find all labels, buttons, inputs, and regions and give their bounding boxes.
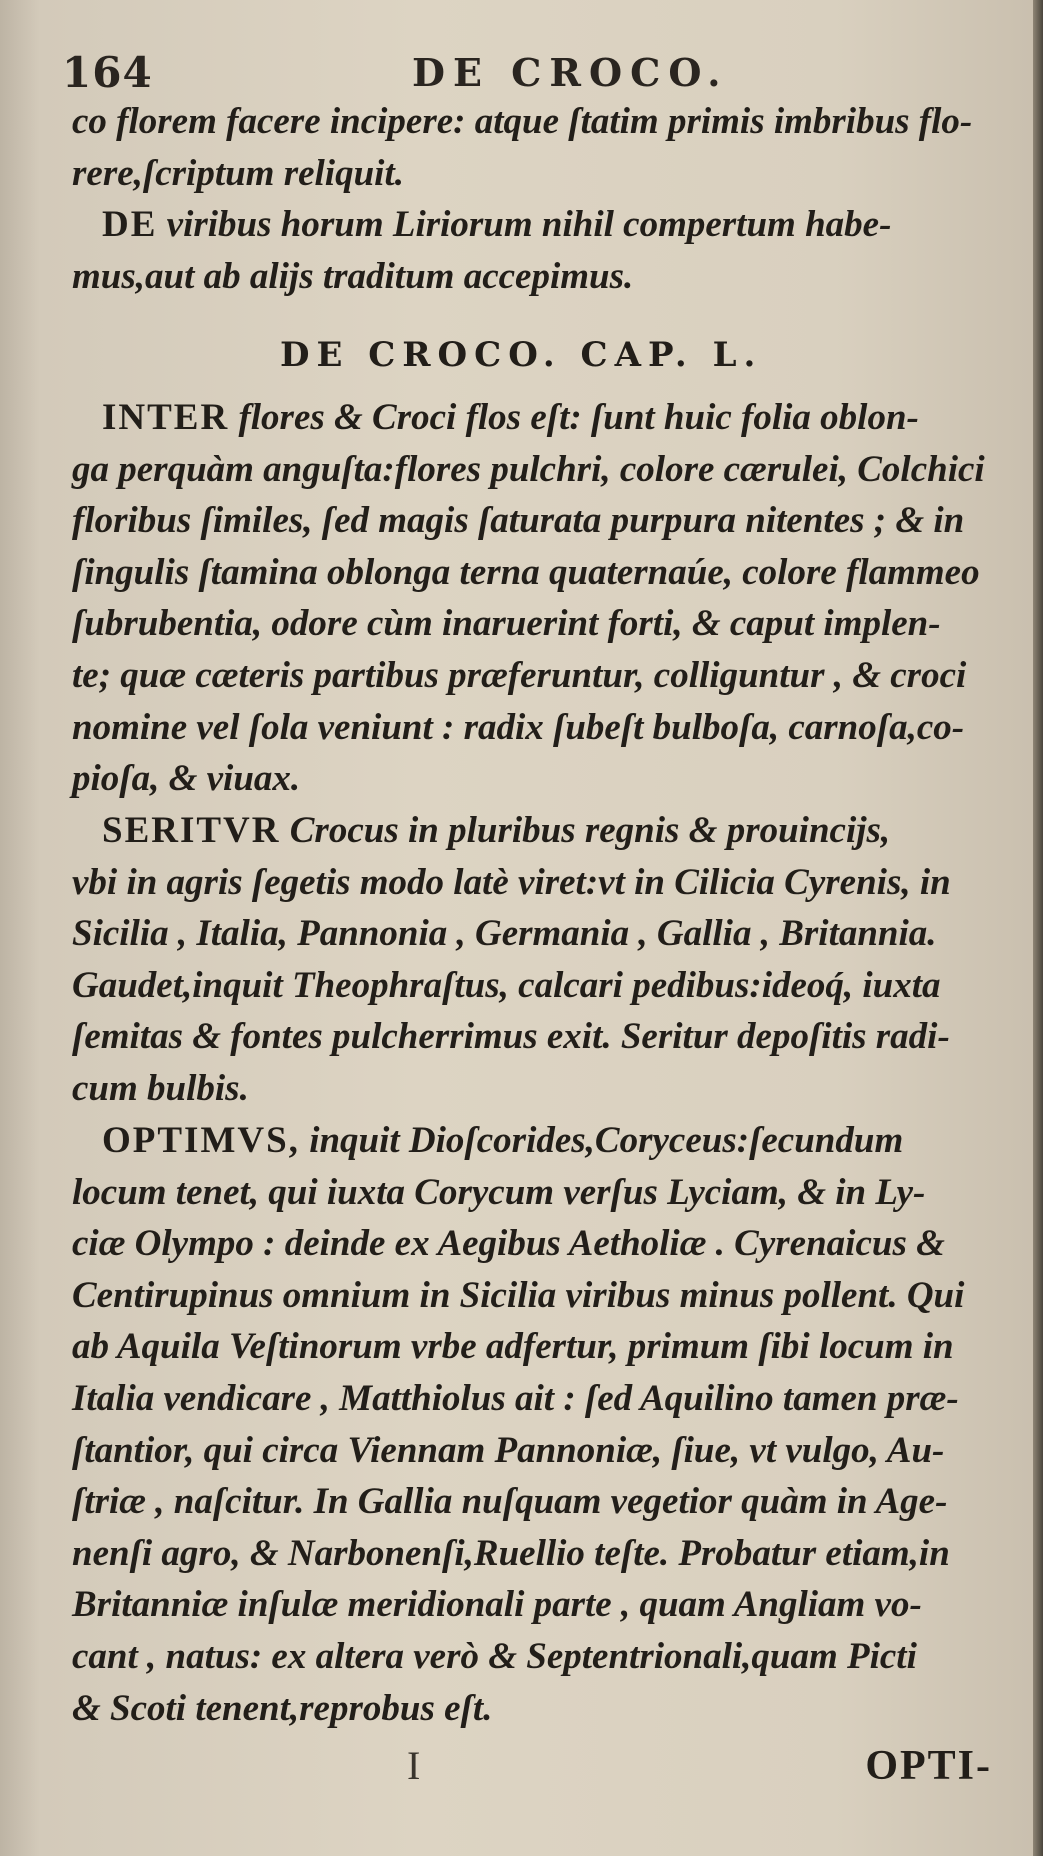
lead-word: OPTIMVS, bbox=[102, 1120, 300, 1161]
text-line: te; quæ cæteris partibus præferuntur, colliguntur , & croci bbox=[72, 654, 967, 696]
lead-word: INTER bbox=[102, 397, 230, 438]
text-line: ab Aquila Veſtinorum vrbe adfertur, primum ſibi locum in bbox=[72, 1326, 954, 1368]
text-line: rere,ſcriptum reliquit. bbox=[72, 152, 404, 194]
text-line: INTER flores & Croci flos eſt: ſunt huic folia oblon- bbox=[102, 397, 919, 438]
running-title: DE CROCO. bbox=[412, 50, 729, 95]
text-line: Gaudet,inquit Theophraſtus, calcari pedibus:ideoq́, iuxta bbox=[72, 964, 941, 1006]
text-line: OPTIMVS, inquit Dioſcorides,Coryceus:ſecundum bbox=[102, 1120, 904, 1161]
chapter-heading: DE CROCO. CAP. L. bbox=[280, 335, 763, 375]
paragraph-seritur bbox=[72, 805, 972, 1115]
text-line: Sicilia , Italia, Pannonia , Germania , Gallia , Britannia. bbox=[72, 913, 937, 955]
page-footer bbox=[62, 1742, 992, 1802]
text-line: pioſa, & viuax. bbox=[72, 758, 301, 800]
text-line: SERITVR Crocus in pluribus regnis & prouincijs, bbox=[102, 810, 891, 851]
text-line: ſingulis ſtamina oblonga terna quaternaúe, colore flammeo bbox=[72, 551, 980, 593]
page-edge bbox=[1033, 0, 1043, 1856]
text-line: cant , natus: ex altera verò & Septentrionali,quam Picti bbox=[72, 1635, 917, 1677]
text-line: ſubrubentia, odore cùm inaruerint forti, & caput implen- bbox=[72, 603, 941, 645]
text-line: Centirupinus omnium in Sicilia viribus minus pollent. Qui bbox=[72, 1274, 965, 1316]
page-number: 164 bbox=[62, 48, 153, 97]
text-line: mus,aut ab alijs traditum accepimus. bbox=[72, 255, 634, 297]
text-line: cum bulbis. bbox=[72, 1067, 249, 1109]
text-line: ga perquàm anguſta:flores pulchri, colore cærulei, Colchici bbox=[72, 448, 985, 490]
text-line: Britanniæ inſulæ meridionali parte , quam Angliam vo- bbox=[72, 1584, 922, 1626]
text-block-continuation bbox=[72, 96, 972, 199]
text-line: floribus ſimiles, ſed magis ſaturata purpura nitentes ; & in bbox=[72, 500, 965, 542]
text-block-viribus bbox=[72, 199, 972, 302]
text-line: ſemitas & fontes pulcherrimus exit. Seritur depoſitis radi- bbox=[72, 1016, 950, 1058]
paragraph-optimus bbox=[72, 1115, 972, 1734]
text-line: ſtriæ , naſcitur. In Gallia nuſquam vegetior quàm in Age- bbox=[72, 1481, 948, 1523]
lead-word: DE bbox=[102, 204, 158, 245]
text-line: locum tenet, qui iuxta Corycum verſus Lyciam, & in Ly- bbox=[72, 1171, 926, 1213]
lead-word: SERITVR bbox=[102, 810, 281, 851]
text-line: co florem facere incipere: atque ſtatim primis imbribus flo- bbox=[72, 101, 973, 142]
text-line: Italia vendicare , Matthiolus ait : ſed Aquilino tamen præ- bbox=[72, 1377, 959, 1419]
signature-mark: I bbox=[407, 1743, 421, 1788]
text-line: nomine vel ſola veniunt : radix ſubeſt bulboſa, carnoſa,co- bbox=[72, 706, 965, 748]
catchword: OPTI- bbox=[865, 1743, 992, 1789]
text-line: nenſi agro, & Narbonenſi,Ruellio teſte. Probatur etiam,in bbox=[72, 1532, 950, 1574]
paragraph-inter bbox=[72, 392, 985, 805]
text-line: vbi in agris ſegetis modo latè viret:vt in Cilicia Cyrenis, in bbox=[72, 861, 951, 903]
text-line: DE viribus horum Liriorum nihil compertum habe- bbox=[102, 204, 892, 245]
text-line: ſtantior, qui circa Viennam Pannoniæ, ſiue, vt vulgo, Au- bbox=[72, 1429, 945, 1471]
text-line: ciæ Olympo : deinde ex Aegibus Aetholiæ . Cyrenaicus & bbox=[72, 1223, 945, 1265]
gutter-shadow bbox=[0, 0, 40, 1856]
text-line: & Scoti tenent,reprobus eſt. bbox=[72, 1687, 493, 1729]
